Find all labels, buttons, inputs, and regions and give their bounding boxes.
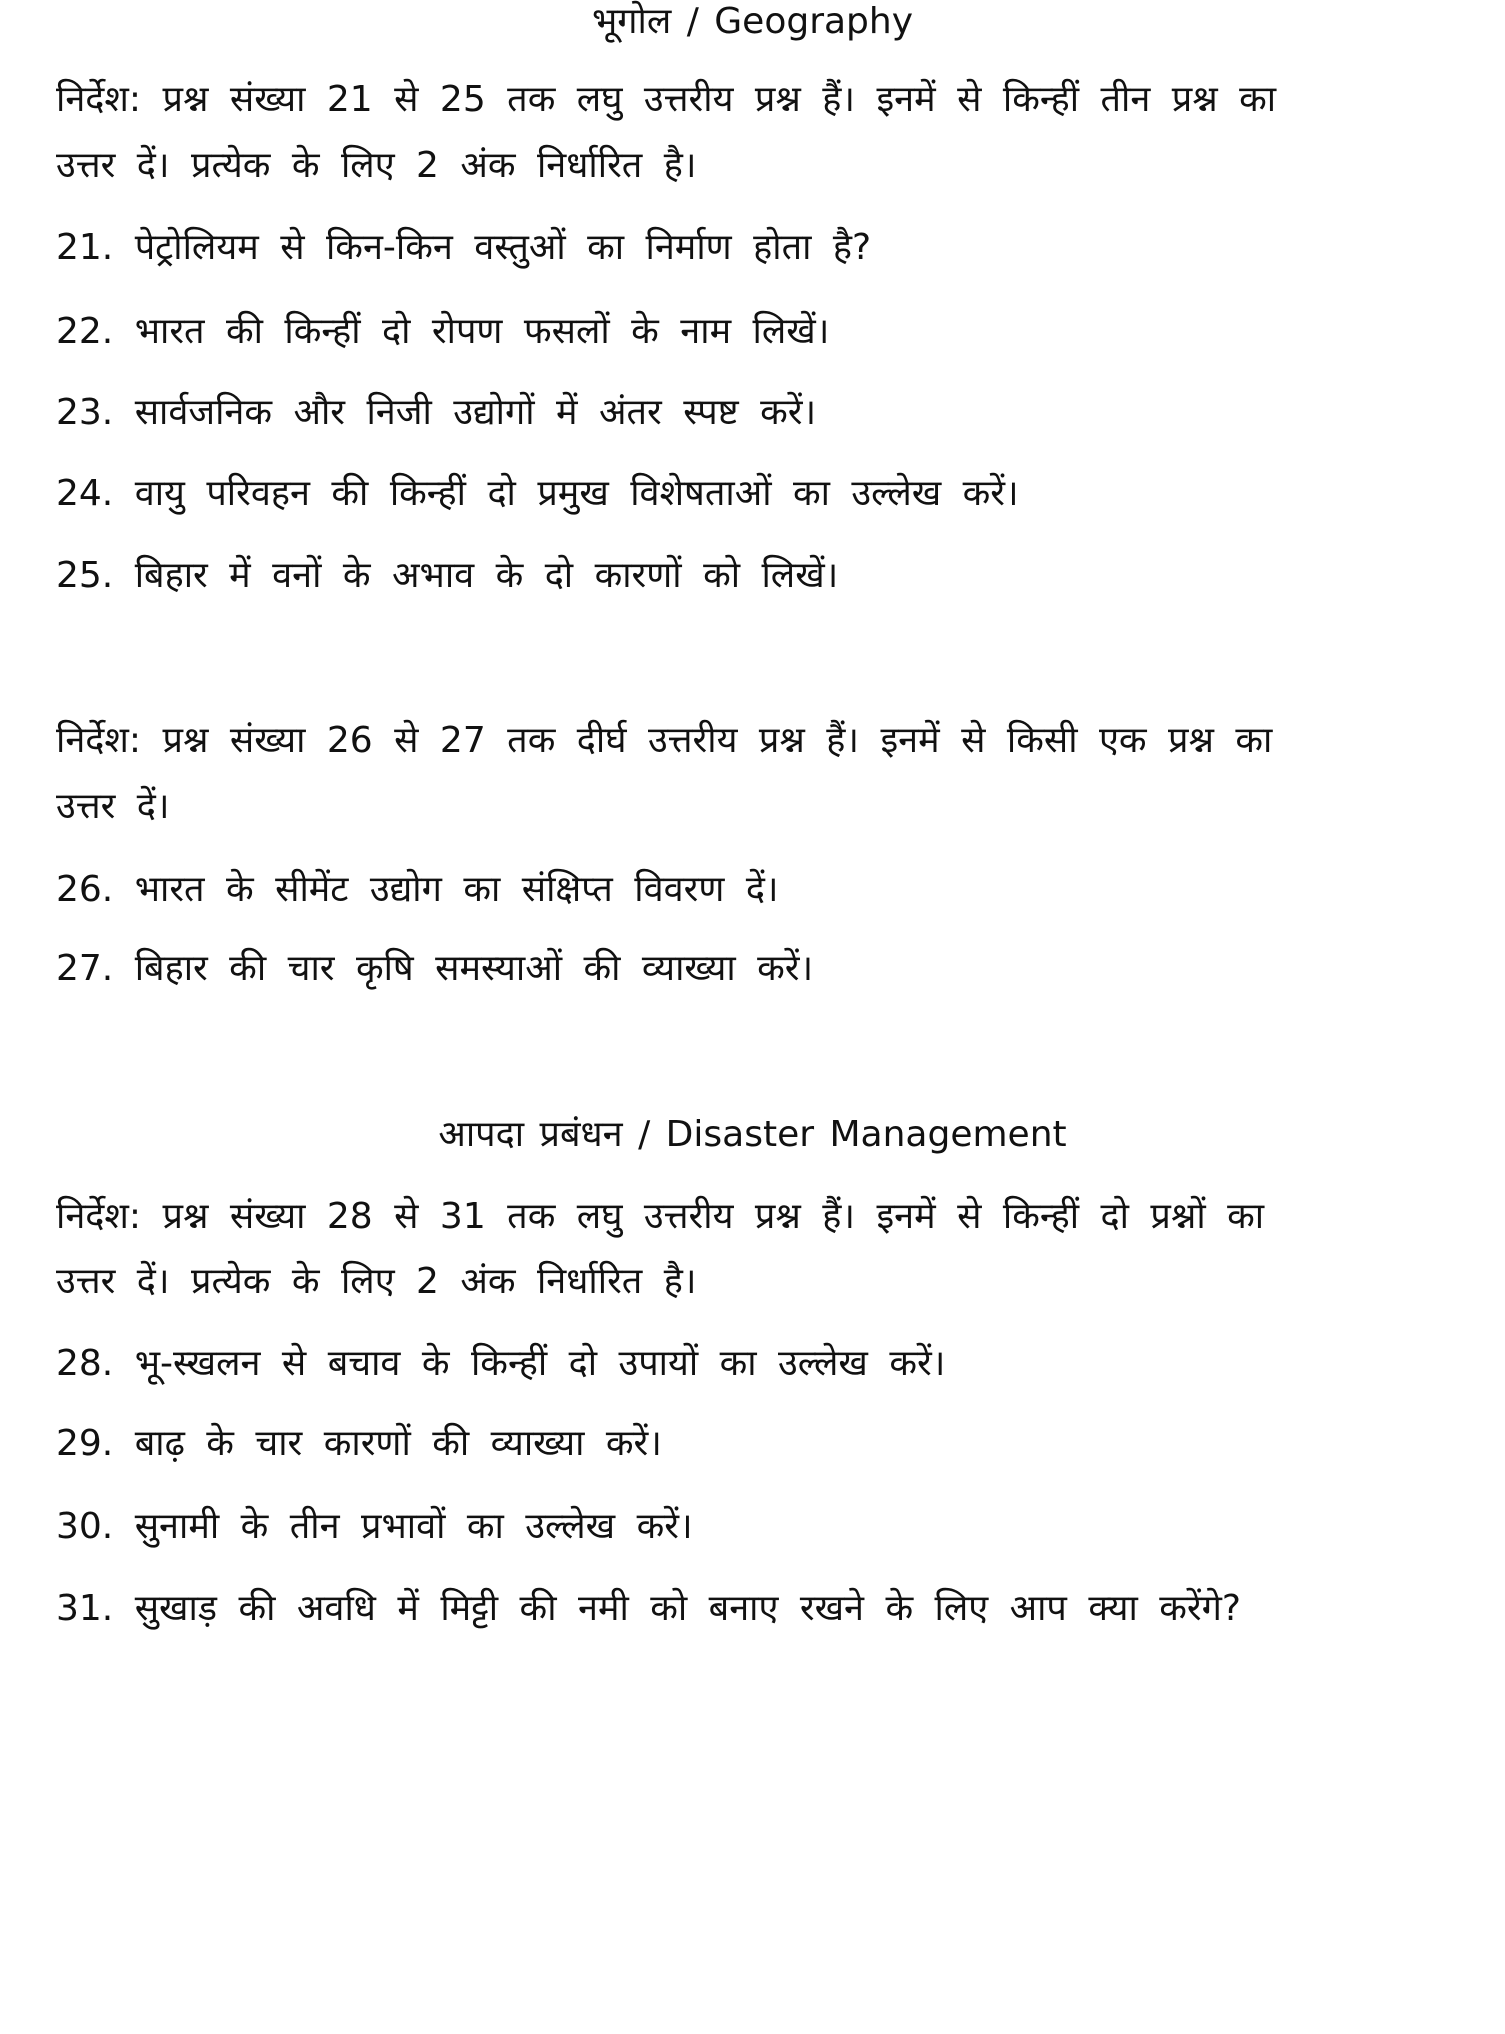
instruction-line: निर्देश: प्रश्न संख्या 26 से 27 तक दीर्घ उत्तरीय प्रश्न हैं। इनमें से किसी एक प्रश्न का <box>56 720 1273 761</box>
instruction-line: निर्देश: प्रश्न संख्या 21 से 25 तक लघु उत्तरीय प्रश्न हैं। इनमें से किन्हीं तीन प्रश्न का <box>56 79 1277 120</box>
question-30: 30. सुनामी के तीन प्रभावों का उल्लेख करें। <box>56 1506 693 1547</box>
instruction-line: उत्तर दें। <box>56 786 170 827</box>
instruction-line: निर्देश: प्रश्न संख्या 28 से 31 तक लघु उत्तरीय प्रश्न हैं। इनमें से किन्हीं दो प्रश्नों का <box>56 1196 1265 1237</box>
question-25: 25. बिहार में वनों के अभाव के दो कारणों को लिखें। <box>56 555 839 596</box>
question-31: 31. सुखाड़ की अवधि में मिट्टी की नमी को बनाए रखने के लिए आप क्या करेंगे? <box>56 1588 1241 1629</box>
question-26: 26. भारत के सीमेंट उद्योग का संक्षिप्त विवरण दें। <box>56 869 779 910</box>
question-24: 24. वायु परिवहन की किन्हीं दो प्रमुख विशेषताओं का उल्लेख करें। <box>56 473 1019 514</box>
question-23: 23. सार्वजनिक और निजी उद्योगों में अंतर स्पष्ट करें। <box>56 392 817 433</box>
instruction-line: उत्तर दें। प्रत्येक के लिए 2 अंक निर्धारित है। <box>56 1261 697 1302</box>
section-heading-disaster-management: आपदा प्रबंधन / Disaster Management <box>438 1114 1067 1155</box>
question-29: 29. बाढ़ के चार कारणों की व्याख्या करें। <box>56 1423 662 1464</box>
question-21: 21. पेट्रोलियम से किन-किन वस्तुओं का निर्माण होता है? <box>56 227 872 268</box>
question-27: 27. बिहार की चार कृषि समस्याओं की व्याख्या करें। <box>56 948 814 989</box>
instruction-line: उत्तर दें। प्रत्येक के लिए 2 अंक निर्धारित है। <box>56 145 697 186</box>
question-22: 22. भारत की किन्हीं दो रोपण फसलों के नाम लिखें। <box>56 311 830 352</box>
question-28: 28. भू-स्खलन से बचाव के किन्हीं दो उपायों का उल्लेख करें। <box>56 1343 946 1384</box>
section-heading-geography: भूगोल / Geography <box>591 1 914 42</box>
